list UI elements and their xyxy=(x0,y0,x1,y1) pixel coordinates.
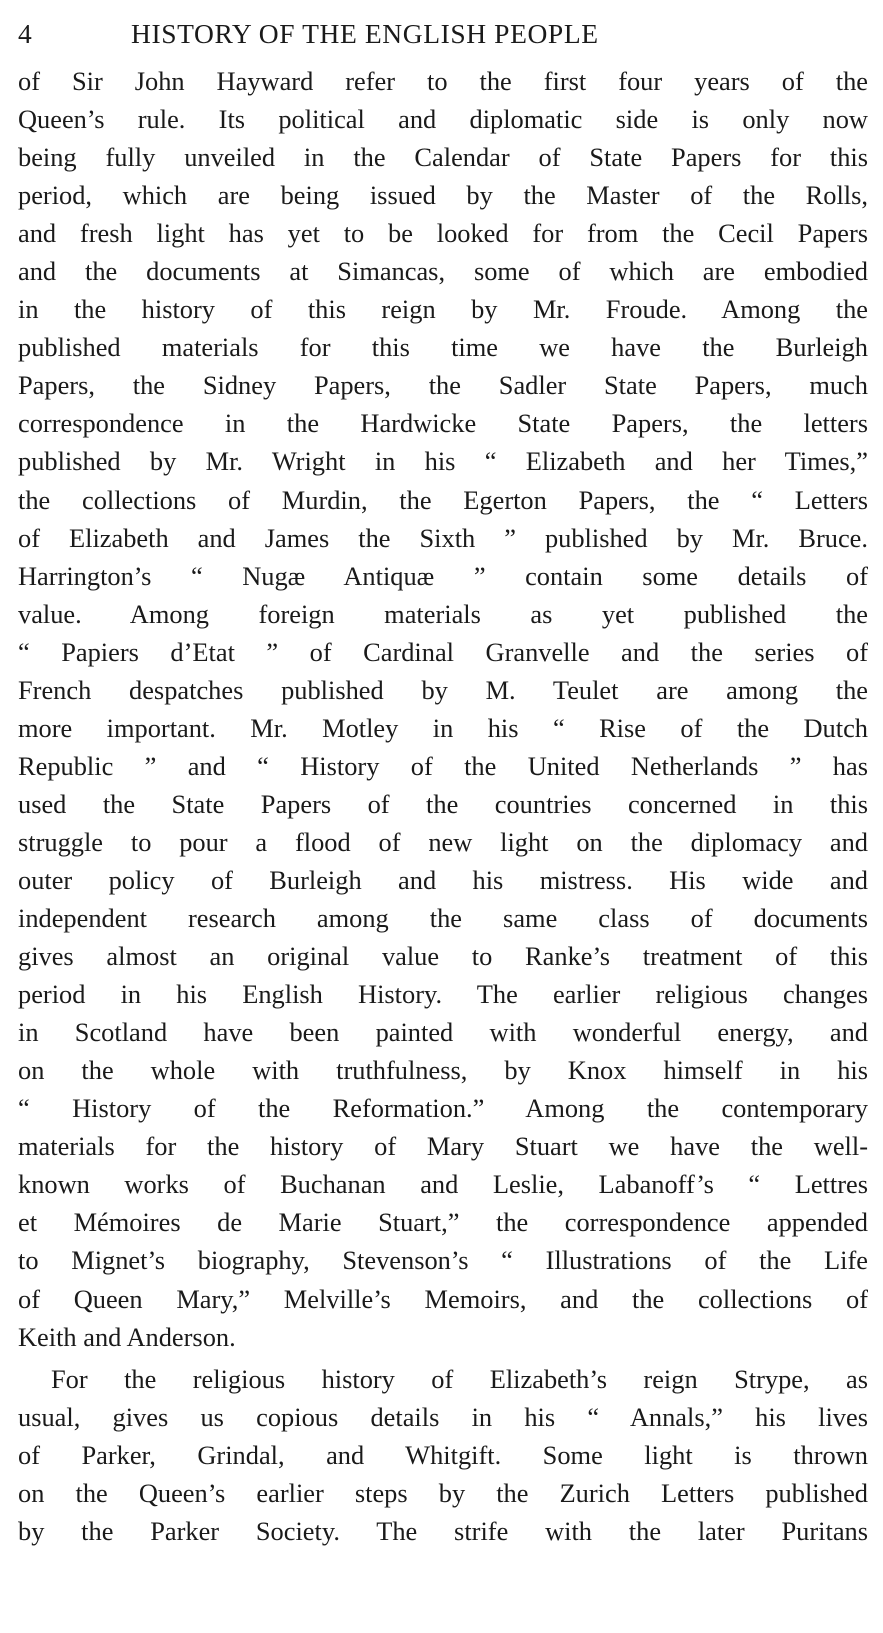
text-line: of Elizabeth and James the Sixth ” published by Mr. Bruce. xyxy=(18,522,868,553)
text-line: “ Papiers d’Etat ” of Cardinal Granvelle and the series of xyxy=(18,636,868,667)
text-line: Harrington’s “ Nugæ Antiquæ ” contain some details of xyxy=(18,560,868,591)
page-number: 4 xyxy=(18,18,33,49)
text-line: to Mignet’s biography, Stevenson’s “ Illustrations of the Life xyxy=(18,1245,868,1276)
text-line: on the whole with truthfulness, by Knox himself in his xyxy=(18,1055,868,1086)
text-line: For the religious history of Elizabeth’s reign Strype, as xyxy=(51,1363,868,1394)
text-line: by the Parker Society. The strife with the later Puritans xyxy=(18,1515,868,1546)
text-line: period, which are being issued by the Master of the Rolls, xyxy=(18,180,868,211)
text-line: independent research among the same class of documents xyxy=(18,903,868,934)
text-line: and the documents at Simancas, some of which are embodied xyxy=(18,256,868,287)
page-header xyxy=(18,0,868,62)
paragraph-1 xyxy=(18,62,868,1356)
text-line: of Queen Mary,” Melville’s Memoirs, and the collections of xyxy=(18,1283,868,1314)
text-line: Keith and Anderson. xyxy=(18,1321,236,1352)
text-line: being fully unveiled in the Calendar of State Papers for this xyxy=(18,142,868,173)
text-line: and fresh light has yet to be looked for from the Cecil Papers xyxy=(18,218,868,249)
text-line: of Parker, Grindal, and Whitgift. Some light is thrown xyxy=(18,1439,868,1470)
text-line: outer policy of Burleigh and his mistress. His wide and xyxy=(18,864,868,895)
text-line: used the State Papers of the countries concerned in this xyxy=(18,788,868,819)
text-line: published materials for this time we have the Burleigh xyxy=(18,332,868,363)
text-line: et Mémoires de Marie Stuart,” the correspondence appended xyxy=(18,1207,868,1238)
text-line: Republic ” and “ History of the United Netherlands ” has xyxy=(18,750,868,781)
text-line: French despatches published by M. Teulet are among the xyxy=(18,674,868,705)
text-line: correspondence in the Hardwicke State Papers, the letters xyxy=(18,408,868,439)
text-line: “ History of the Reformation.” Among the contemporary xyxy=(18,1093,868,1124)
text-line: Papers, the Sidney Papers, the Sadler State Papers, much xyxy=(18,370,868,401)
text-line: struggle to pour a flood of new light on the diplomacy and xyxy=(18,826,868,857)
text-line: the collections of Murdin, the Egerton Papers, the “ Letters xyxy=(18,484,868,515)
text-line: in Scotland have been painted with wonderful energy, and xyxy=(18,1017,868,1048)
text-line: of Sir John Hayward refer to the first four years of the xyxy=(18,66,868,96)
text-line: in the history of this reign by Mr. Froude. Among the xyxy=(18,294,868,325)
paragraph-2 xyxy=(18,1360,868,1550)
text-line: published by Mr. Wright in his “ Elizabeth and her Times,” xyxy=(18,446,868,477)
text-line: period in his English History. The earlier religious changes xyxy=(18,979,868,1010)
running-head: HISTORY OF THE ENGLISH PEOPLE xyxy=(131,18,599,49)
text-line: gives almost an original value to Ranke’s treatment of this xyxy=(18,941,868,972)
text-line: usual, gives us copious details in his “ Annals,” his lives xyxy=(18,1401,868,1432)
text-line: value. Among foreign materials as yet published the xyxy=(18,598,868,629)
text-line: Queen’s rule. Its political and diplomatic side is only now xyxy=(18,104,868,135)
book-page xyxy=(18,0,868,1550)
text-line: on the Queen’s earlier steps by the Zurich Letters published xyxy=(18,1477,868,1508)
text-line: known works of Buchanan and Leslie, Labanoff’s “ Lettres xyxy=(18,1169,868,1200)
text-line: more important. Mr. Motley in his “ Rise of the Dutch xyxy=(18,712,868,743)
text-line: materials for the history of Mary Stuart we have the well- xyxy=(18,1131,868,1162)
